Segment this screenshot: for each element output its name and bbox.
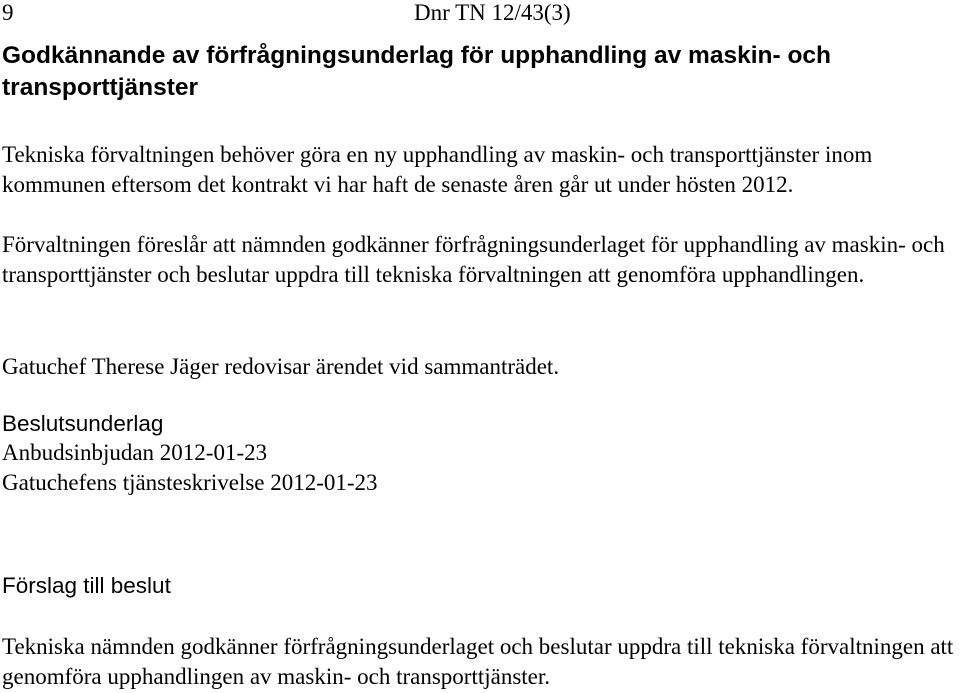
document-reference: Dnr TN 12/43(3): [414, 0, 571, 25]
paragraph-presentation: Gatuchef Therese Jäger redovisar ärendet vid sammanträdet.: [2, 354, 560, 379]
paragraph-proposal: Förvaltningen föreslår att nämnden godkänner förfrågningsunderlaget för upphandling av maskin- och transporttjänster och beslutar uppdra till tekniska förvaltningen att genomföra upphandlingen.: [2, 232, 945, 287]
page-number: 9: [2, 0, 14, 25]
forslag-heading: Förslag till beslut: [2, 573, 171, 598]
document-title: Godkännande av förfrågningsunderlag för upphandling av maskin- och transporttjänster: [2, 42, 832, 101]
forslag-text: Tekniska nämnden godkänner förfrågningsunderlaget och beslutar uppdra till tekniska förvaltningen att genomföra upphandlingen av maskin- och transporttjänster.: [2, 634, 954, 689]
beslutsunderlag-list: [2, 438, 378, 498]
beslutsunderlag-heading: Beslutsunderlag: [2, 411, 164, 436]
list-item: Gatuchefens tjänsteskrivelse 2012-01-23: [2, 470, 378, 495]
paragraph-background: Tekniska förvaltningen behöver göra en ny upphandling av maskin- och transporttjänster inom kommunen eftersom det kontrakt vi har haft de senaste åren går ut under hösten 2012.: [2, 142, 873, 197]
list-item: Anbudsinbjudan 2012-01-23: [2, 440, 268, 465]
